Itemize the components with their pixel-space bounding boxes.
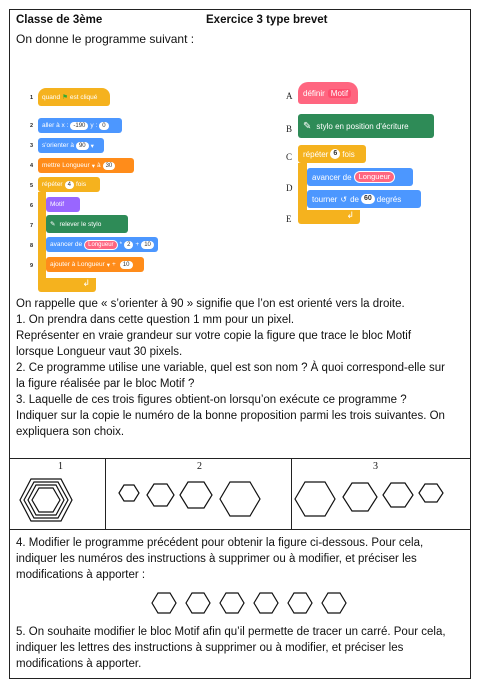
step-number: 4	[30, 163, 34, 169]
move-block: avancer de Longueur * 2 + 10	[46, 237, 158, 252]
question-2-line-1: 2. Ce programme utilise une variable, quel est son nom ? À quoi correspond-elle sur	[16, 362, 445, 374]
pen-up-block: ✎ relever le stylo	[46, 215, 128, 233]
step-number: 2	[30, 123, 34, 129]
figures-table	[10, 458, 470, 530]
pen-icon: ✎	[50, 221, 56, 228]
exercise-title: Exercice 3 type brevet	[206, 14, 328, 26]
question-1-line-2: Représenter en vraie grandeur sur votre copie la figure que trace le bloc Motif	[16, 330, 412, 342]
question-5-line-3: modifications à apporter.	[16, 658, 142, 670]
repeat-block: répéter 4 fois	[38, 177, 100, 192]
repeat-6-end	[298, 210, 360, 224]
figure-1-cell: 1	[10, 459, 106, 529]
shrinking-hexagons-figure	[291, 459, 470, 529]
step-number: 3	[30, 143, 34, 149]
question-5-line-1: 5. On souhaite modifier le bloc Motif afin qu’il permette de tracer un carré. Pour cela,	[16, 626, 446, 638]
change-variable-block: ajouter à Longueur ▾ + 10	[46, 257, 144, 272]
set-variable-block: mettre Longueur ▾ à 30	[38, 158, 134, 173]
rotate-left-icon: ↺	[340, 194, 348, 204]
loop-arrow-icon: ↲	[346, 210, 354, 220]
step-number: 6	[30, 203, 34, 209]
growing-hexagons-figure	[105, 459, 291, 529]
step-number: 9	[30, 263, 34, 269]
repeat-6-body	[298, 163, 307, 211]
move-longueur-block: avancer de Longueur	[307, 168, 413, 186]
question-4-line-3: modifications à apporter :	[16, 569, 146, 581]
repeat-block-body	[38, 192, 46, 280]
loop-arrow-icon: ↲	[82, 278, 90, 288]
step-number: 8	[30, 243, 34, 249]
intro-text: On donne le programme suivant :	[16, 32, 195, 46]
point-direction-block: s'orienter à 90 ▾	[38, 138, 104, 153]
question-4-line-2: indiquer les numéros des instructions à supprimer ou à modifier, et préciser les	[16, 553, 417, 565]
when-flag-clicked-block: quand ⚑ est cliqué	[38, 88, 110, 106]
question-1-line-3: lorsque Longueur vaut 30 pixels.	[16, 346, 183, 358]
define-motif-block: définir Motif	[298, 82, 358, 104]
question-3-line-2: Indiquer sur la copie le numéro de la bonne proposition parmi les trois suivantes. On	[16, 410, 445, 422]
turn-block: tourner ↺ de 60 degrés	[307, 190, 421, 208]
question-3-line-1: 3. Laquelle de ces trois figures obtient-on lorsqu’on exécute ce programme ?	[16, 394, 407, 406]
dropdown-icon: ▾	[106, 261, 111, 269]
step-number: 7	[30, 223, 34, 229]
class-label: Classe de 3ème	[16, 14, 103, 26]
repeat-6-block: répéter 6 fois	[298, 145, 366, 163]
step-number: 1	[30, 95, 34, 101]
paragraph-reminder: On rappelle que « s’orienter à 90 » signifie que l’on est orienté vers la droite.	[16, 298, 405, 310]
figure-2-cell: 2	[105, 459, 292, 529]
goto-xy-block: aller à x : -190 y : 0	[38, 118, 122, 133]
green-flag-icon: ⚑	[62, 94, 68, 101]
exercise-page: Classe de 3ème Exercice 3 type brevet On donne le programme suivant : 1 quand ⚑ est cliqué 2 aller à x : -190 y : 0 3 s'orienter à 90 ▾ 4 mettre Longueur ▾ à 30 5 répéter 4 fois 6 Motif 7 ✎ relever le stylo 8 avancer de Longueur * 2 + 10 9 ajouter à Longueur ▾ + 10 ↲ A définir Motif B ✎ stylo en position d'écriture C répéter 6 fois D avancer de Longueur tourner ↺ de 60 degrés E ↲ On rappelle que « s’orienter à 90 » signifie que l’on est orienté vers la droite. 1. On prendra dans cette question 1 mm pour un pixel. Représenter en vraie grandeur sur votre copie la figure que trace le bloc Motif lorsque Longueur vaut 30 pixels. 2. Ce programme utilise une variable, quel est son nom ? À quoi correspond-elle sur la figure réalisée par le bloc Motif ? 3. Laquelle de ces trois figures obtient-on lorsqu’on exécute ce programme ? Indiquer sur la copie le numéro de la bonne proposition parmi les trois suivantes. On expliquera son choix. 1 2 3 4. Modifier le programme précédent pour obtenir la figure ci-dessous. Pour cela, indiquer les numéros des instructions à supprimer ou à modifier, et préciser les modifications à apporter : 5. On souhaite modifier le bloc Motif afin qu’il permette de tracer un carré. Pour cela, indiquer les lettres des instructions à supprimer ou à modifier, et préciser les modifications à apporter.	[9, 9, 471, 679]
dropdown-icon: ▾	[91, 162, 95, 170]
pen-down-block: ✎ stylo en position d'écriture	[298, 114, 434, 138]
dropdown-icon: ▾	[90, 142, 94, 150]
equal-hexagons-figure	[10, 588, 472, 618]
question-5-line-2: indiquer les lettres des instructions à supprimer ou à modifier, et préciser les	[16, 642, 404, 654]
repeat-block-end	[38, 278, 96, 292]
step-number: 5	[30, 183, 34, 189]
question-3-line-3: expliquera son choix.	[16, 426, 125, 438]
figure-3-cell: 3	[291, 459, 470, 529]
motif-call-block: Motif	[46, 197, 80, 212]
question-4-line-1: 4. Modifier le programme précédent pour obtenir la figure ci-dessous. Pour cela,	[16, 537, 424, 549]
nested-hexagons-figure	[10, 459, 105, 529]
pen-icon: ✎	[303, 120, 312, 132]
question-2-line-2: la figure réalisée par le bloc Motif ?	[16, 378, 195, 390]
question-1-line-1: 1. On prendra dans cette question 1 mm pour un pixel.	[16, 314, 295, 326]
